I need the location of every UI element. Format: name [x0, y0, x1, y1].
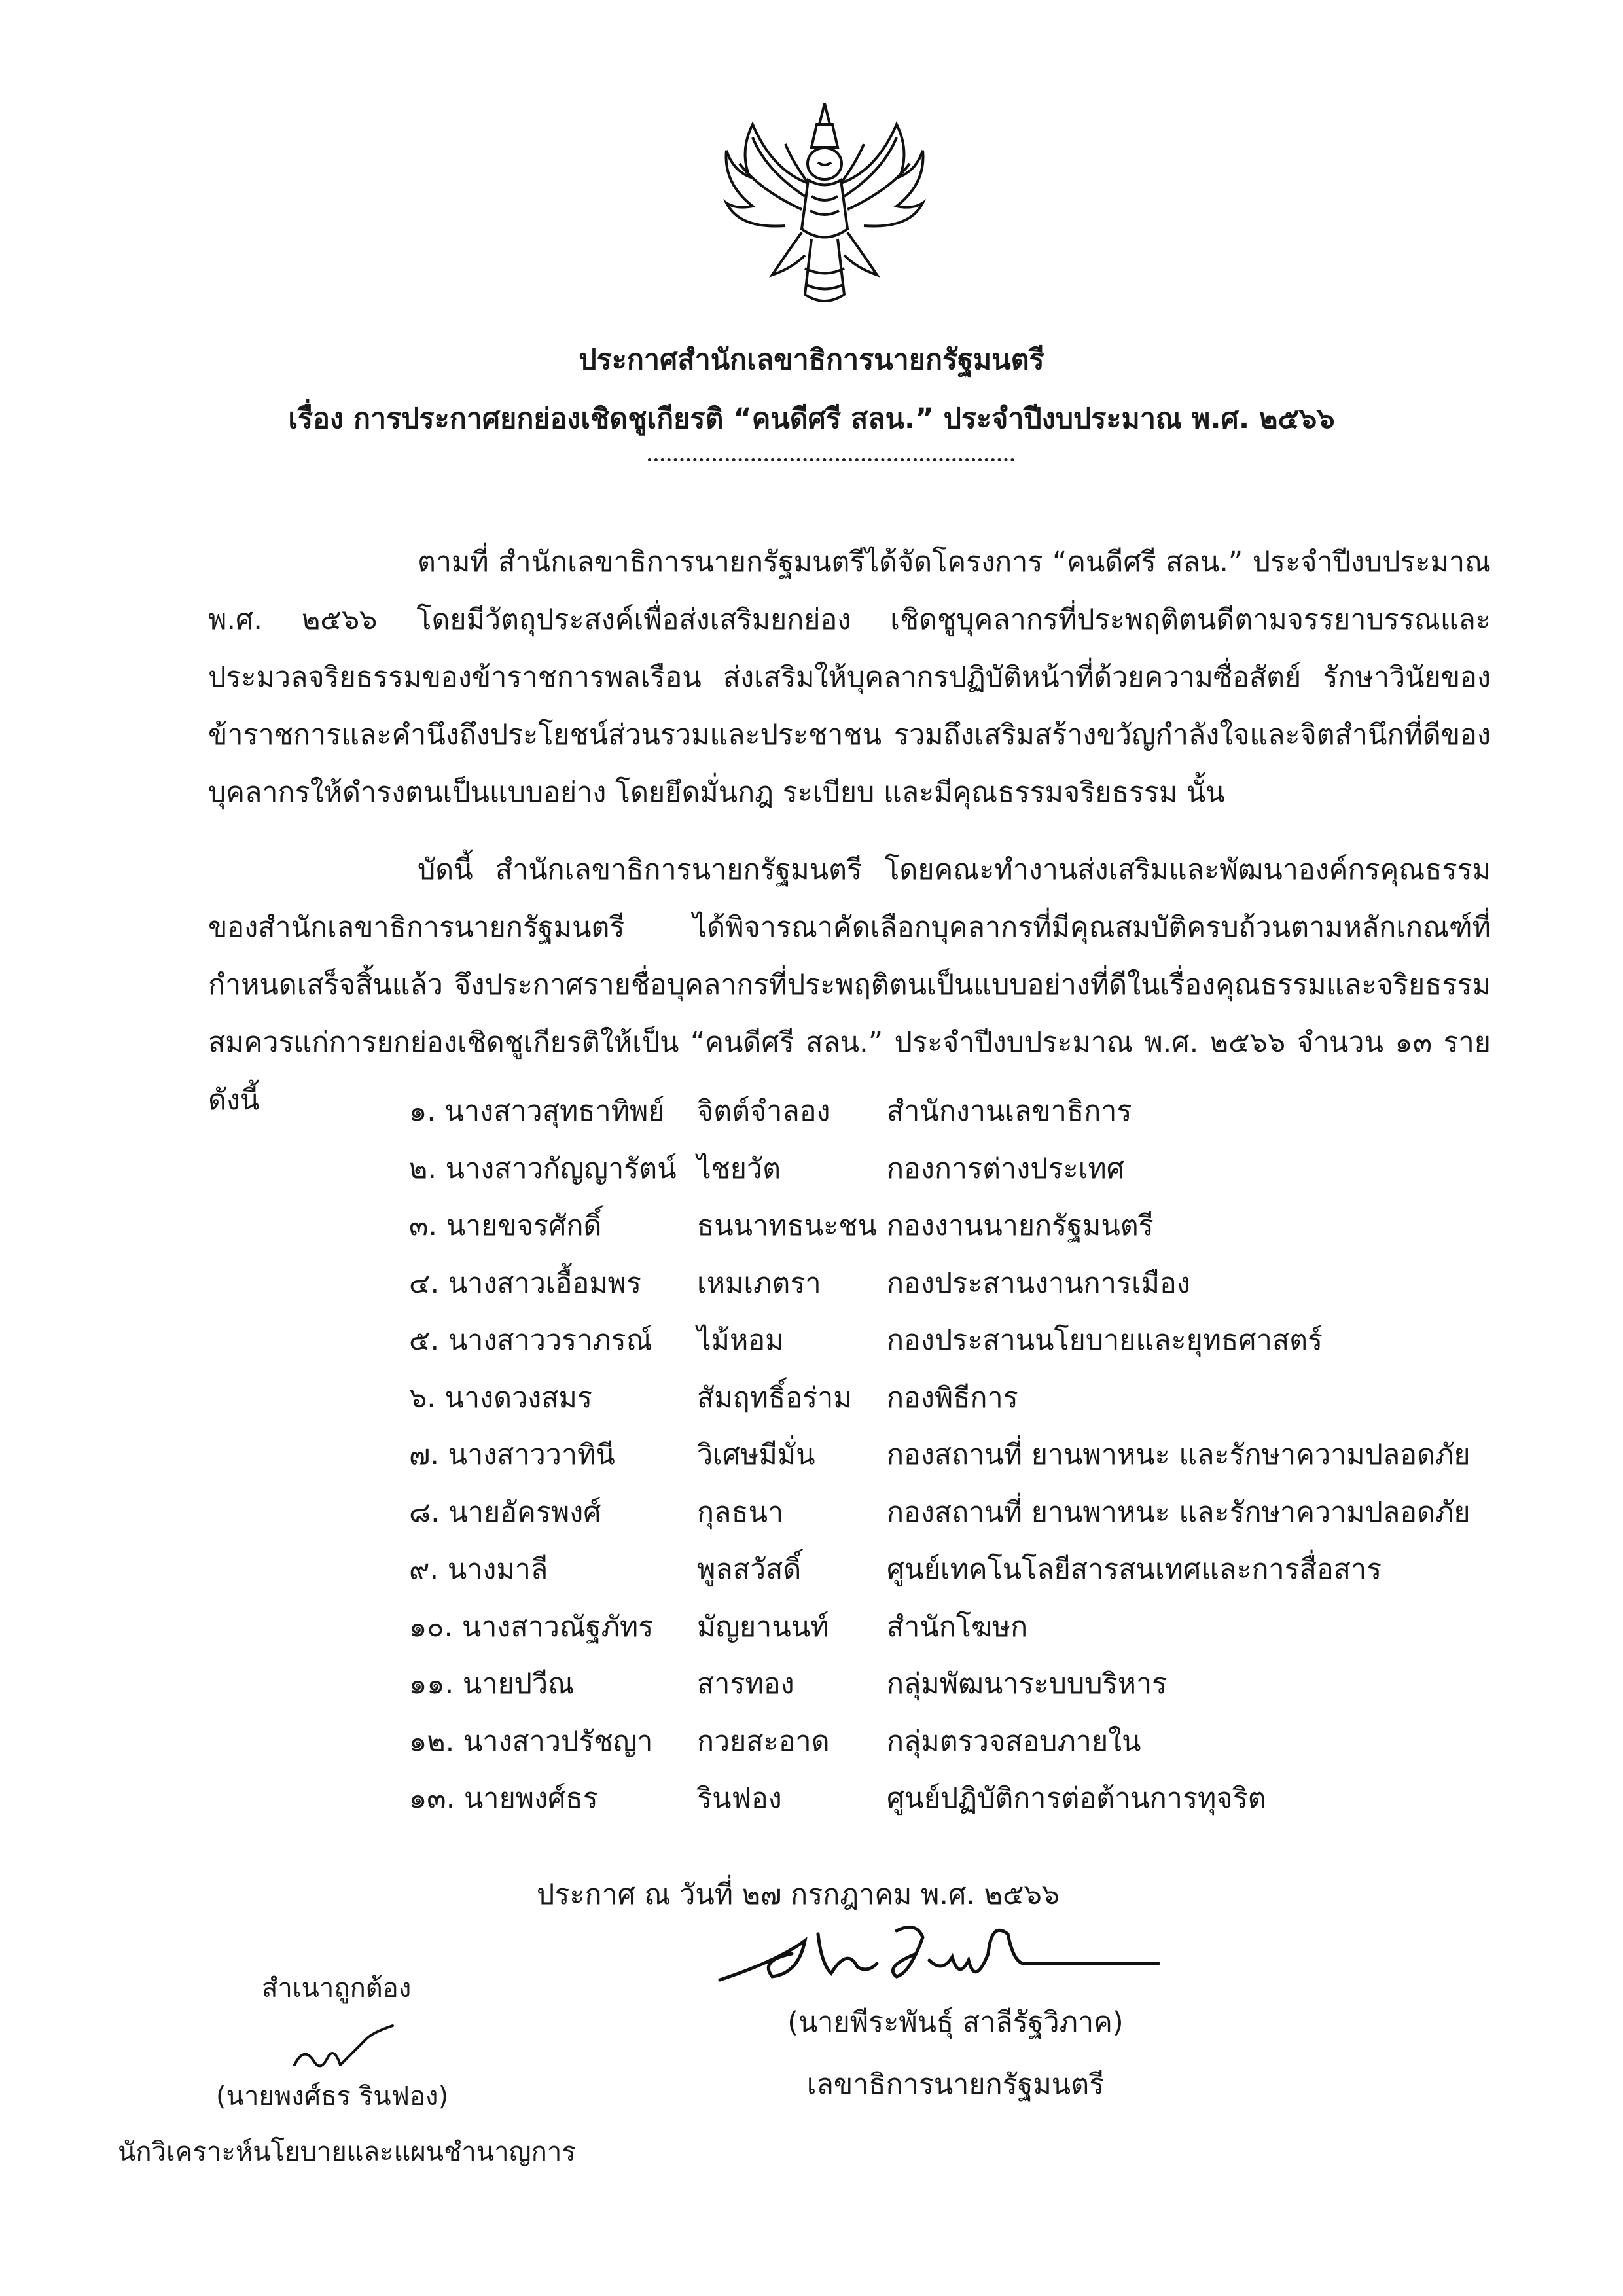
- certifier-signature: [288, 2019, 399, 2078]
- awardee-dept: ศูนย์เทคโนโลยีสารสนเทศและการสื่อสาร: [887, 1553, 1382, 1586]
- awardee-surname: ไชยวัต: [697, 1152, 781, 1185]
- awardee-dept: กลุ่มพัฒนาระบบบริหาร: [887, 1668, 1168, 1700]
- awardee-name: ๔. นางสาวเอื้อมพร: [409, 1266, 642, 1300]
- awardee-name: ๘. นายอัครพงศ์: [409, 1496, 601, 1529]
- awardee-dept: สำนักโฆษก: [887, 1610, 1028, 1643]
- awardee-name: ๕. นางสาววราภรณ์: [409, 1324, 652, 1357]
- signer-name: (นายพีระพันธุ์ สาลีรัฐวิภาค): [787, 2006, 1124, 2039]
- subject-title: เรื่อง การประกาศยกย่องเชิดชูเกียรติ “คนดีศรี สลน.” ประจำปีงบประมาณ พ.ศ. ๒๕๖๖: [288, 403, 1335, 435]
- awardee-dept: กองประสานงานการเมือง: [887, 1266, 1190, 1300]
- awardee-dept: กองงานนายกรัฐมนตรี: [887, 1210, 1154, 1242]
- garuda-emblem-icon: [713, 98, 936, 314]
- awardee-surname: ธนนาทธนะชน: [697, 1210, 877, 1242]
- dotted-divider: [648, 458, 1014, 461]
- awardee-name: ๑๒. นางสาวปรัชญา: [409, 1725, 653, 1758]
- awardee-dept: กองประสานนโยบายและยุทธศาสตร์: [887, 1324, 1323, 1357]
- awardee-surname: กุลธนา: [697, 1496, 784, 1529]
- awardee-dept: ศูนย์ปฏิบัติการต่อต้านการทุจริต: [887, 1782, 1266, 1815]
- issuer-title: ประกาศสำนักเลขาธิการนายกรัฐมนตรี: [579, 344, 1044, 376]
- paragraph-2-text: บัดนี้ สำนักเลขาธิการนายกรัฐมนตรี โดยคณะทำงานส่งเสริมและพัฒนาองค์กรคุณธรรมของสำนักเลขาธิการนายกรัฐมนตรี ได้พิจารณาคัดเลือกบุคลากรที่มีคุณสมบัติครบถ้วนตามหลักเกณฑ์ที่กำหนดเสร็จสิ้นแล้ว จึงประกาศรายชื่อบุคลากรที่ประพฤติตนเป็นแบบอย่างที่ดีในเรื่องคุณธรรมและจริยธรรม สมควรแก่การยกย่องเชิดชูเกียรติให้เป็น “คนดีศรี สลน.” ประจำปีงบประมาณ พ.ศ. ๒๕๖๖ จำนวน ๑๓ ราย ดังนี้: [208, 853, 1491, 1117]
- awardee-name: ๓. นายขจรศักดิ์: [409, 1210, 602, 1242]
- awardee-name: ๑๑. นายปวีณ: [409, 1668, 574, 1700]
- awardee-surname: วิเศษมีมั่น: [697, 1439, 815, 1471]
- awardee-name: ๒. นางสาวกัญญารัตน์: [409, 1152, 677, 1185]
- announcement-date: ประกาศ ณ วันที่ ๒๗ กรกฎาคม พ.ศ. ๒๕๖๖: [537, 1878, 1060, 1911]
- awardee-surname: จิตต์จำลอง: [697, 1095, 830, 1128]
- awardee-surname: มัญยานนท์: [697, 1610, 829, 1643]
- awardee-surname: เหมเภตรา: [697, 1266, 821, 1300]
- body-paragraph-1: [208, 533, 1491, 821]
- signer-position: เลขาธิการนายกรัฐมนตรี: [806, 2068, 1105, 2101]
- certifier-name: (นายพงศ์ธร รินฟอง): [216, 2081, 449, 2111]
- awardee-dept: กองพิธีการ: [887, 1381, 1018, 1414]
- awardee-name: ๖. นางดวงสมร: [409, 1381, 592, 1414]
- awardee-name: ๑. นางสาวสุทธาทิพย์: [409, 1095, 665, 1128]
- awardee-dept: กองสถานที่ ยานพาหนะ และรักษาความปลอดภัย: [887, 1439, 1471, 1471]
- body-paragraph-2: [208, 841, 1491, 1129]
- awardee-surname: กวยสะอาด: [697, 1725, 830, 1758]
- awardee-dept: กองสถานที่ ยานพาหนะ และรักษาความปลอดภัย: [887, 1496, 1471, 1529]
- awardee-dept: กลุ่มตรวจสอบภายใน: [887, 1725, 1141, 1758]
- certified-copy-label: สำเนาถูกต้อง: [262, 1973, 412, 2003]
- awardee-name: ๙. นางมาลี: [409, 1553, 548, 1586]
- paragraph-1-text: ตามที่ สำนักเลขาธิการนายกรัฐมนตรีได้จัดโครงการ “คนดีศรี สลน.” ประจำปีงบประมาณ พ.ศ. ๒๕๖๖ โดยมีวัตถุประสงค์เพื่อส่งเสริมยกย่อง เชิดชูบุคลากรที่ประพฤติตนดีตามจรรยาบรรณและประมวลจริยธรรมของข้าราชการพลเรือน ส่งเสริมให้บุคลากรปฏิบัติหน้าที่ด้วยความซื่อสัตย์ รักษาวินัยของข้าราชการและคำนึงถึงประโยชน์ส่วนรวมและประชาชน รวมถึงเสริมสร้างขวัญกำลังใจและจิตสำนึกที่ดีของบุคลากรให้ดำรงตนเป็นแบบอย่าง โดยยึดมั่นกฎ ระเบียบ และมีคุณธรรมจริยธรรม นั้น: [208, 546, 1491, 809]
- secretary-signature: [700, 1901, 1171, 2000]
- certifier-position: นักวิเคราะห์นโยบายและแผนชำนาญการ: [118, 2137, 576, 2167]
- awardee-name: ๗. นางสาววาทินี: [409, 1439, 615, 1471]
- awardee-name: ๑๓. นายพงศ์ธร: [409, 1782, 598, 1815]
- awardee-name: ๑๐. นางสาวณัฐภัทร: [409, 1610, 654, 1643]
- awardee-dept: สำนักงานเลขาธิการ: [887, 1095, 1132, 1128]
- awardee-dept: กองการต่างประเทศ: [887, 1152, 1125, 1185]
- awardee-surname: รินฟอง: [697, 1782, 782, 1815]
- awardee-surname: สัมฤทธิ์อร่าม: [697, 1381, 852, 1414]
- awardee-surname: สารทอง: [697, 1668, 794, 1700]
- awardee-surname: ไม้หอม: [697, 1324, 784, 1357]
- awardee-surname: พูลสวัสดิ์: [697, 1553, 802, 1586]
